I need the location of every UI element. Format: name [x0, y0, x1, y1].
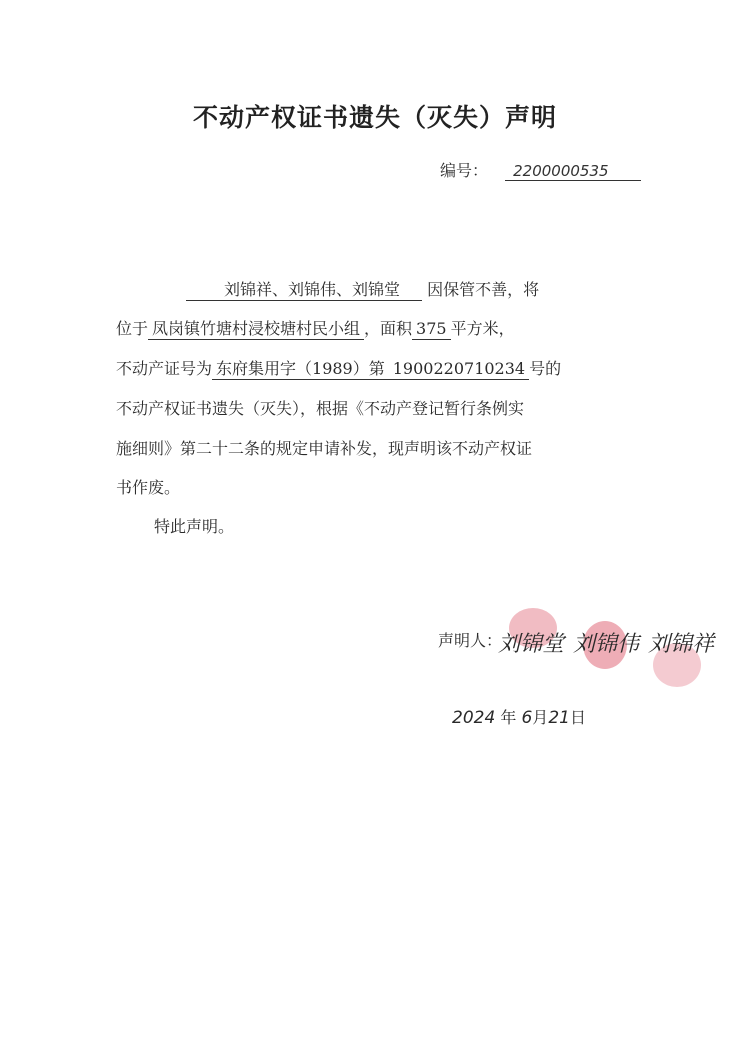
paragraph-line-5: 施细则》第二十二条的规定申请补发，现声明该不动产权证	[116, 439, 533, 458]
serial-label: 编号：	[440, 161, 489, 180]
area-field: 375	[412, 319, 451, 340]
signature-area	[495, 600, 725, 695]
location-prefix: 位于	[116, 319, 149, 338]
paragraph-line-2	[116, 316, 515, 340]
reason-text: 因保管不善，将	[427, 280, 540, 299]
signature-row	[498, 627, 728, 658]
cert-prefix: 不动产证号为	[116, 359, 213, 378]
location-field: 凤岗镇竹塘村浸校塘村民小组	[148, 319, 364, 340]
paragraph-line-6: 书作废。	[116, 478, 181, 497]
paragraph-line-4: 不动产权证书遗失（灭失），根据《不动产登记暂行条例实	[116, 399, 525, 418]
serial-number-row	[440, 158, 641, 181]
serial-number: 2200000535	[505, 162, 641, 181]
date-year: 2024	[452, 708, 496, 728]
page-title: 不动产权证书遗失（灭失）声明	[192, 103, 557, 132]
cert-number-field: 1900220710234	[389, 359, 529, 380]
declarant-label: 声明人：	[438, 631, 503, 650]
signing-date	[452, 705, 586, 728]
paragraph-line-3	[116, 356, 561, 380]
area-prefix: ，面积	[364, 319, 413, 338]
cert-suffix: 号的	[529, 359, 562, 378]
date-year-label: 年	[500, 708, 517, 727]
signature-1: 刘锦堂	[498, 632, 565, 657]
date-month: 6	[521, 708, 533, 728]
area-unit: 平方米，	[450, 319, 515, 338]
signature-2: 刘锦伟	[573, 632, 640, 657]
cert-word-field: 东府集用字（1989）第	[212, 359, 389, 380]
signature-3: 刘锦祥	[648, 632, 715, 657]
date-month-label: 月	[532, 708, 549, 727]
date-day: 21	[548, 708, 570, 728]
date-day-label: 日	[569, 708, 586, 727]
closing-text: 特此声明。	[154, 517, 235, 536]
paragraph-line-1	[186, 277, 539, 301]
owners-field: 刘锦祥、刘锦伟、刘锦堂	[186, 280, 422, 301]
